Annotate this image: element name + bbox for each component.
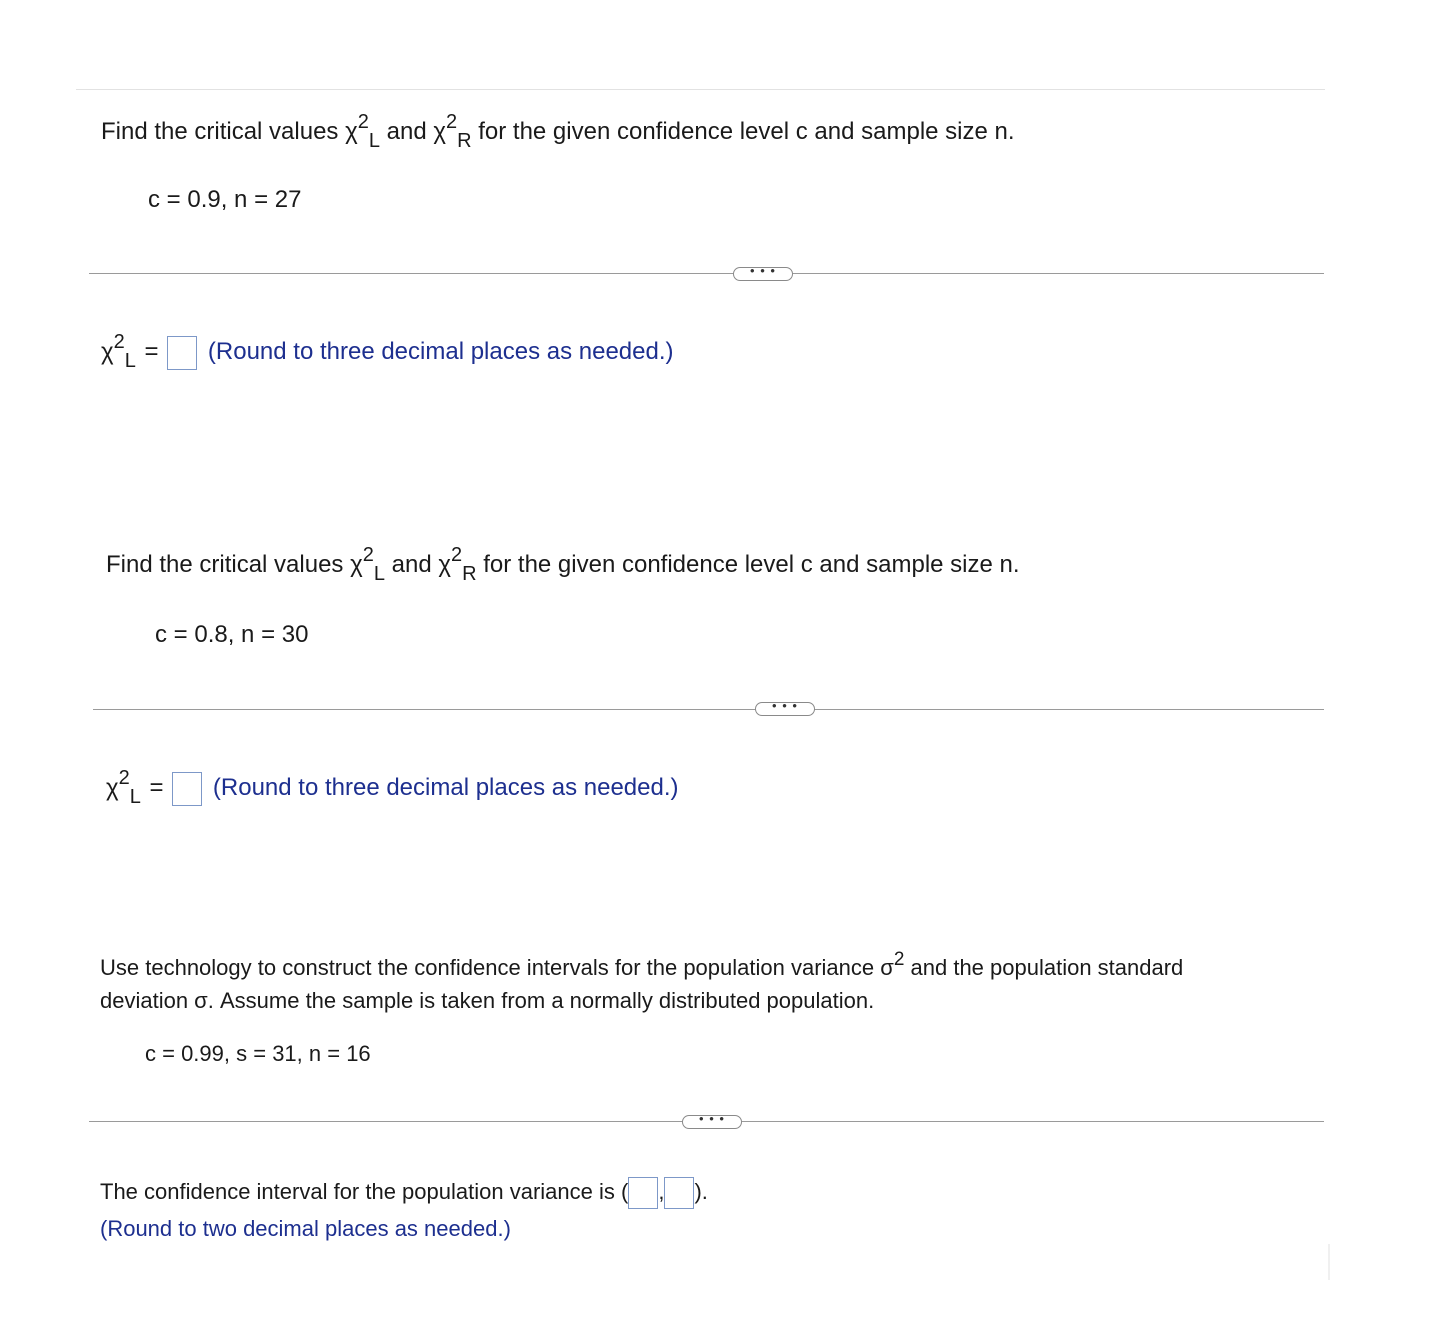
and-word: and [391, 551, 432, 578]
superscript-2: 2 [450, 544, 463, 566]
q2-answer-row [106, 767, 679, 809]
q3-prompt [100, 949, 1184, 1016]
subscript-L: L [129, 786, 141, 809]
q2-divider [93, 709, 1324, 710]
q3-answer-row [100, 1177, 708, 1209]
chi-symbol: χ [106, 774, 119, 802]
chi-symbol: χ [350, 551, 363, 578]
q1-prompt-end: for the given confidence level c and sample size n. [478, 118, 1015, 145]
subscript-R: R [457, 130, 472, 152]
variance-upper-input[interactable] [664, 1177, 694, 1209]
superscript-2: 2 [357, 111, 369, 133]
chi-symbol: χ [101, 338, 114, 366]
subscript-L: L [373, 563, 385, 585]
subscript-L: L [368, 130, 380, 152]
q1-chi-left-input[interactable] [167, 336, 197, 370]
q1-divider [89, 273, 1324, 274]
superscript-2: 2 [893, 949, 905, 970]
chi-symbol: χ [438, 551, 451, 578]
q1-params: c = 0.9, n = 27 [148, 186, 302, 213]
superscript-2: 2 [362, 544, 374, 566]
q3-line1-end: and the population standard [904, 955, 1184, 980]
equals-sign: = [144, 338, 159, 366]
superscript-2: 2 [445, 111, 458, 133]
q1-more-button[interactable]: • • • [733, 267, 793, 281]
q2-more-button[interactable]: • • • [755, 702, 815, 716]
subscript-L: L [124, 350, 136, 373]
q3-more-button[interactable]: • • • [682, 1115, 742, 1129]
superscript-2: 2 [118, 767, 130, 790]
q3-params: c = 0.99, s = 31, n = 16 [145, 1041, 371, 1066]
q2-prompt [106, 544, 1020, 585]
top-divider [76, 89, 1325, 90]
q1-round-hint: (Round to three decimal places as needed.) [207, 338, 674, 366]
q3-prompt-line2: deviation σ. Assume the sample is taken from a normally distributed population. [100, 988, 875, 1013]
comma: , [658, 1178, 665, 1204]
q2-round-hint: (Round to three decimal places as needed.) [212, 774, 679, 802]
chi-symbol: χ [433, 118, 446, 145]
q3-round-hint: (Round to two decimal places as needed.) [100, 1216, 511, 1241]
subscript-R: R [462, 563, 477, 585]
equals-sign: = [149, 774, 164, 802]
q1-prompt [101, 111, 1015, 152]
q3-line1-start: Use technology to construct the confidence intervals for the population variance σ [100, 955, 894, 980]
variance-lower-input[interactable] [628, 1177, 658, 1209]
q3-prompt-line1 [100, 949, 1184, 985]
q2-params: c = 0.8, n = 30 [155, 621, 309, 648]
close-paren: ). [694, 1178, 708, 1204]
and-word: and [386, 118, 427, 145]
scroll-edge [1328, 1244, 1330, 1280]
q2-prompt-start: Find the critical values [106, 551, 344, 578]
q3-answer-text: The confidence interval for the population variance is ( [100, 1178, 629, 1204]
q1-answer-row [101, 331, 674, 373]
chi-symbol: χ [345, 118, 358, 145]
superscript-2: 2 [113, 331, 125, 354]
q2-chi-left-input[interactable] [172, 772, 202, 806]
q2-prompt-end: for the given confidence level c and sample size n. [483, 551, 1020, 578]
q1-prompt-start: Find the critical values [101, 118, 339, 145]
